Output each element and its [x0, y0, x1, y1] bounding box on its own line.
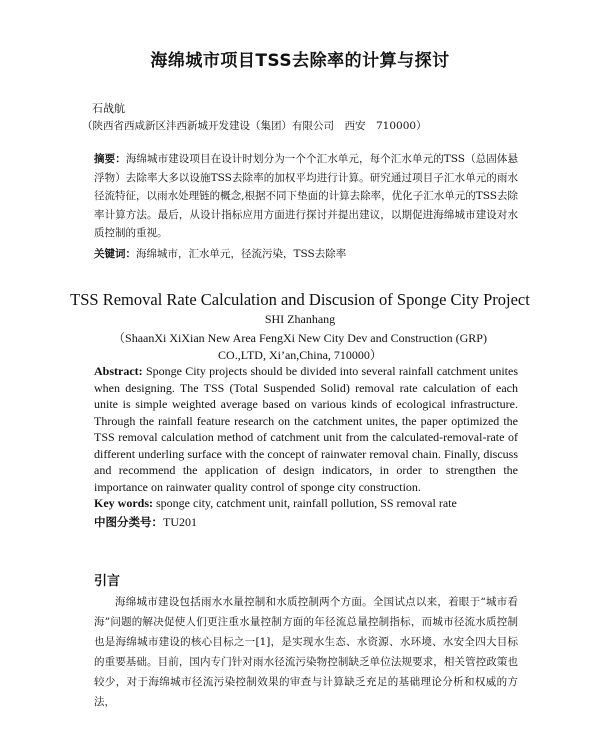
abstract-cn-label: 摘要：: [94, 153, 126, 165]
keywords-en-text: sponge city, catchment unit, rainfall pollution, SS removal rate: [156, 496, 457, 510]
abstract-cn: [94, 150, 518, 243]
keywords-en: [94, 495, 518, 512]
section-heading-intro: 引言: [94, 574, 121, 589]
author-name-cn: 石战航: [92, 102, 125, 115]
abstract-cn-text: 海绵城市建设项目在设计时划分为一个个汇水单元，每个汇水单元的TSS（总固体悬浮物）去除率大多以设施TSS去除率的加权平均进行计算。研究通过项目子汇水单元的雨水径流特征，以雨水处理链的概念,根据不同下垫面的计算去除率，优化子汇水单元的TSS去除率计算方法。最后，从设计指标应用方面进行探讨并提出建议，以期促进海绵城市建设对水质控制的重视。: [94, 153, 518, 239]
keywords-en-label: Key words:: [94, 496, 153, 510]
paper-title-cn: 海绵城市项目TSS去除率的计算与探讨: [150, 51, 450, 71]
keywords-cn: [94, 245, 518, 264]
affiliation-en-line2: CO.,LTD, Xi’an,China, 710000）: [218, 348, 382, 362]
affiliation-en-line1: （ShaanXi XiXian New Area FengXi New City Dev and Construction (GRP): [113, 331, 487, 345]
clc-value: TU201: [163, 515, 197, 529]
keywords-cn-text: 海绵城市，汇水单元，径流污染，TSS去除率: [136, 248, 347, 260]
paper-title-en: TSS Removal Rate Calculation and Discusion of Sponge City Project: [70, 290, 530, 309]
affiliation-cn: （陕西省西咸新区沣西新城开发建设（集团）有限公司 西安 710000）: [82, 120, 427, 132]
abstract-en: [94, 363, 518, 495]
clc-number: [94, 514, 197, 530]
intro-paragraph: 海绵城市建设包括雨水水量控制和水质控制两个方面。全国试点以来，着眼于“城市看海”问题的解决促使人们更注重水量控制方面的年径流总量控制指标，而城市径流水质控制也是海绵城市建设的核心目标之一[1]，是实现水生态、水资源、水环境、水安全四大目标的重要基础。目前，国内专门针对雨水径流污染物控制缺乏单位法规要求，相关管控政策也较少，对于海绵城市径流污染控制效果的审查与计算缺乏充足的基础理论分析和权威的方法，: [94, 596, 518, 708]
keywords-cn-label: 关键词：: [94, 248, 136, 260]
clc-label: 中图分类号：: [94, 515, 163, 529]
abstract-en-label: Abstract:: [94, 364, 143, 378]
author-name-en: SHI Zhanhang: [264, 312, 336, 326]
abstract-en-text: Sponge City projects should be divided into several rainfall catchment unites when designing. The TSS (Total Suspended Solid) removal rate calculation of each unite is simple weighted average based on various kinds of ecological infrastructure. Through the rainfall feature research on the catchment unites, the paper optimized the TSS removal calculation method of catchment unit from the calculated-removal-rate of different underling surface with the concept of rainwater removal chain. Finally, discuss and recommend the application of design indicators, in order to strengthen the importance on rainwater quality control of sponge city construction.: [94, 364, 518, 494]
